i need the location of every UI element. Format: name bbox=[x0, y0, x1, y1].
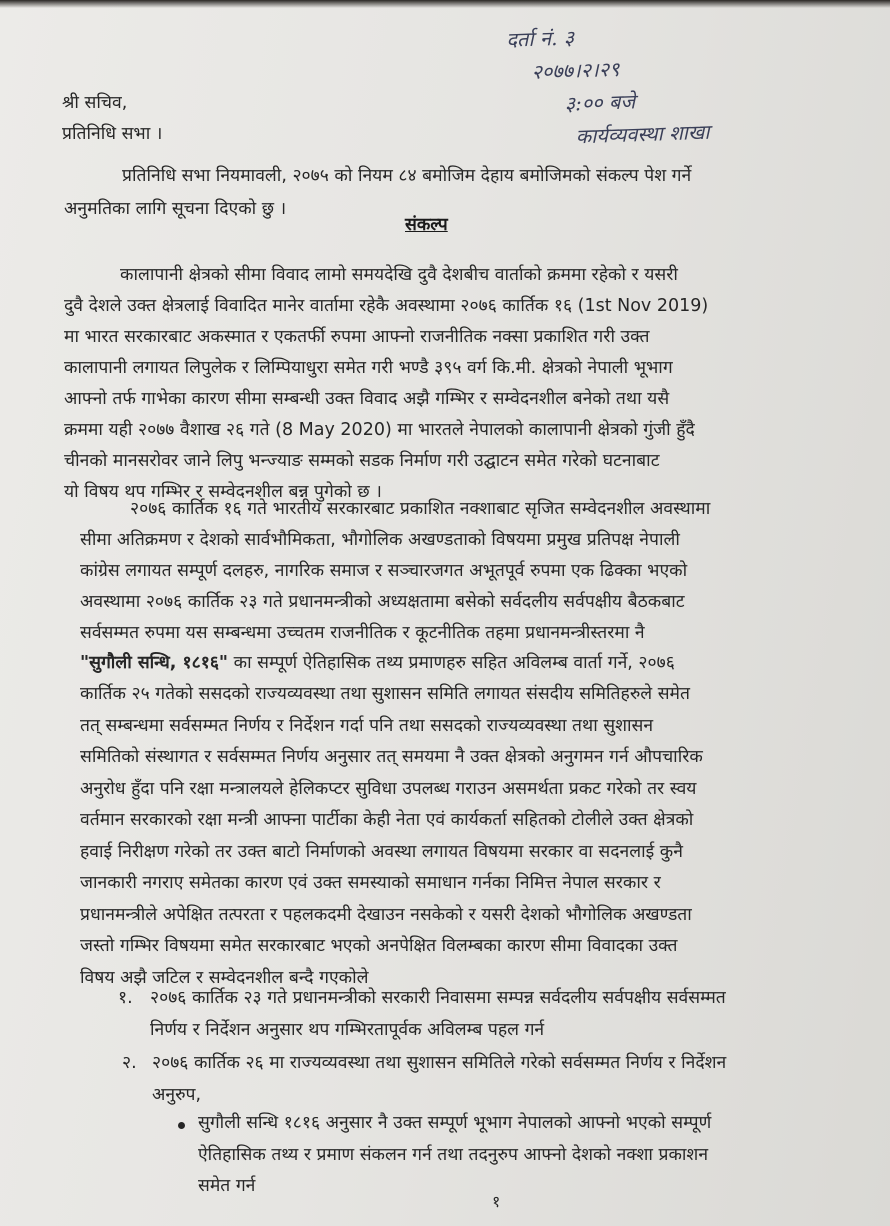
para1-line: कालापानी क्षेत्रको सीमा विवाद लामो समयदेखि दुवै देशबीच वार्ताको क्रममा रहेको र यसरी bbox=[120, 265, 678, 285]
para1-line: क्रममा यही २०७७ वैशाख २६ गते (8 May 2020) मा भारतले नेपालको कालापानी क्षेत्रको गुंजी हुँदै bbox=[64, 420, 695, 440]
item-1-line-1: २०७६ कार्तिक २३ गते प्रधानमन्त्रीको सरकारी निवासमा सम्पन्न सर्वदलीय सर्वपक्षीय सर्वसम्मत bbox=[150, 988, 726, 1008]
intro-line-1: प्रतिनिधि सभा नियमावली, २०७५ को नियम ८४ बमोजिम देहाय बमोजिमको संकल्प पेश गर्ने bbox=[122, 166, 692, 186]
bullet-line-2: ऐतिहासिक तथ्य र प्रमाण संकलन गर्न तथा तदनुरुप आफ्नो देशको नक्शा प्रकाशन bbox=[198, 1145, 709, 1165]
para2-rest-line: कार्तिक २५ गतेको ससदको राज्यव्यवस्था तथा सुशासन समिति लगायत संसदीय समितिहरुले समेत bbox=[80, 684, 690, 704]
registration-office: कार्यव्यवस्था शाखा bbox=[575, 119, 710, 149]
para2-rest-line: वर्तमान सरकारको रक्षा मन्त्री आफ्ना पार्टीका केही नेता एवं कार्यकर्ता सहितको टोलीले उक्त क्षेत्रको bbox=[80, 810, 694, 830]
sugauli-treaty-title: "सुगौली सन्धि, १८१६" bbox=[80, 653, 229, 673]
item-1-line-2: निर्णय र निर्देशन अनुसार थप गम्भिरतापूर्वक अविलम्ब पहल गर्न bbox=[150, 1020, 545, 1040]
para2-rest-line: हवाई निरीक्षण गरेको तर उक्त बाटो निर्माणको अवस्था लगायत विषयमा सरकार वा सदनलाई कुनै bbox=[80, 841, 683, 862]
para2-rest-line: समितिको संस्थागत र सर्वसम्मत निर्णय अनुसार तत् समयमा नै उक्त क्षेत्रको अनुगमन गर्न औपचारिक bbox=[80, 747, 703, 767]
para1-line: यो विषय थप गम्भिर र सम्वेदनशील बन्न पुगेको छ । bbox=[64, 482, 382, 502]
intro-line-2: अनुमतिका लागि सूचना दिएको छु । bbox=[64, 199, 287, 219]
para2-line: २०७६ कार्तिक १६ गते भारतीय सरकारबाट प्रकाशित नक्शाबाट सृजित सम्वेदनशील अवस्थामा bbox=[130, 499, 711, 519]
para2-line: कांग्रेस लगायत सम्पूर्ण दलहरु, नागरिक समाज र सञ्चारजगत अभूतपूर्व रुपमा एक ढिक्का भएको bbox=[80, 561, 688, 581]
paragraph-2-bold-line-rest: का सम्पूर्ण ऐतिहासिक तथ्य प्रमाणहरु सहित अविलम्ब वार्ता गर्ने, २०७६ bbox=[228, 653, 675, 673]
para2-line: सीमा अतिक्रमण र देशको सार्वभौमिकता, भौगोलिक अखण्डताको विषयमा प्रमुख प्रतिपक्ष नेपाली bbox=[80, 530, 680, 550]
item-1-number: १. bbox=[118, 988, 133, 1008]
paragraph-2-bold-line bbox=[80, 650, 675, 674]
registration-time: ३:०० बजे bbox=[564, 89, 636, 116]
para2-line: अवस्थामा २०७६ कार्तिक २३ गते प्रधानमन्त्रीको अध्यक्षतामा बसेको सर्वदलीय सर्वपक्षीय बैठकबाट bbox=[80, 592, 685, 612]
para2-rest-line: अनुरोध हुँदा पनि रक्षा मन्त्रालयले हेलिकप्टर सुविधा उपलब्ध गराउन असमर्थता प्रकट गरेको तर स्वय bbox=[80, 778, 697, 799]
para2-rest-line: प्रधानमन्त्रीले अपेक्षित तत्परता र पहलकदमी देखाउन नसकेको र यसरी देशको भौगोलिक अखण्डता bbox=[80, 904, 692, 925]
para1-line: चीनको मानसरोवर जाने लिपु भन्ज्याङ सम्मको सडक निर्माण गरी उद्घाटन समेत गरेको घटनाबाट bbox=[64, 451, 660, 471]
registration-number: दर्ता नं. ३ bbox=[505, 25, 575, 52]
para1-line: आफ्नो तर्फ गाभेका कारण सीमा सम्बन्धी उक्त विवाद अझै गम्भिर र सम्वेदनशील बनेको तथा यसै bbox=[64, 389, 670, 409]
resolution-heading: संकल्प bbox=[405, 215, 448, 235]
para2-rest-line: विषय अझै जटिल र सम्वेदनशील बन्दै गएकोले bbox=[80, 967, 369, 988]
registration-date: २०७७।२।२९ bbox=[531, 56, 620, 84]
para1-line: मा भारत सरकारबाट अकस्मात र एकतर्फी रुपमा आफ्नो राजनीतिक नक्सा प्रकाशित गरी उक्त bbox=[64, 327, 650, 347]
bullet-line-1: सुगौली सन्धि १८१६ अनुसार नै उक्त सम्पूर्ण भूभाग नेपालको आफ्नो भएको सम्पूर्ण bbox=[198, 1113, 712, 1133]
page-number: १ bbox=[492, 1192, 501, 1211]
recipient-line-2: प्रतिनिधि सभा । bbox=[62, 124, 163, 144]
para1-line: कालापानी लगायत लिपुलेक र लिम्पियाधुरा समेत गरी भण्डै ३९५ वर्ग कि.मी. क्षेत्रको नेपाली भूभाग bbox=[64, 358, 673, 378]
item-2-number: २. bbox=[122, 1053, 137, 1073]
para2-rest-line: जानकारी नगराए समेतका कारण एवं उक्त समस्याको समाधान गर्नका निमित्त नेपाल सरकार र bbox=[80, 873, 661, 893]
item-2-line-2: अनुरुप, bbox=[152, 1085, 202, 1105]
bullet-line-3: समेत गर्न bbox=[198, 1176, 256, 1196]
para2-rest-line: तत् सम्बन्धमा सर्वसम्मत निर्णय र निर्देशन गर्दा पनि तथा ससदको राज्यव्यवस्था तथा सुशासन bbox=[80, 715, 654, 736]
para1-line: दुवै देशले उक्त क्षेत्रलाई विवादित मानेर वार्तामा रहेकै अवस्थामा २०७६ कार्तिक १६ (1st Nov 2019) bbox=[64, 296, 709, 316]
recipient-line-1: श्री सचिव, bbox=[62, 93, 128, 113]
item-2-line-1: २०७६ कार्तिक २६ मा राज्यव्यवस्था तथा सुशासन समितिले गरेको सर्वसम्मत निर्णय र निर्देशन bbox=[152, 1053, 727, 1073]
handwritten-registration-note bbox=[505, 17, 710, 155]
para2-line: सर्वसम्मत रुपमा यस सम्बन्धमा उच्चतम राजनीतिक र कूटनीतिक तहमा प्रधानमन्त्रीस्तरमा नै bbox=[80, 623, 645, 643]
bullet-marker bbox=[178, 1122, 185, 1129]
para2-rest-line: जस्तो गम्भिर विषयमा समेत सरकारबाट भएको अनपेक्षित विलम्बका कारण सीमा विवादका उक्त bbox=[80, 936, 678, 956]
